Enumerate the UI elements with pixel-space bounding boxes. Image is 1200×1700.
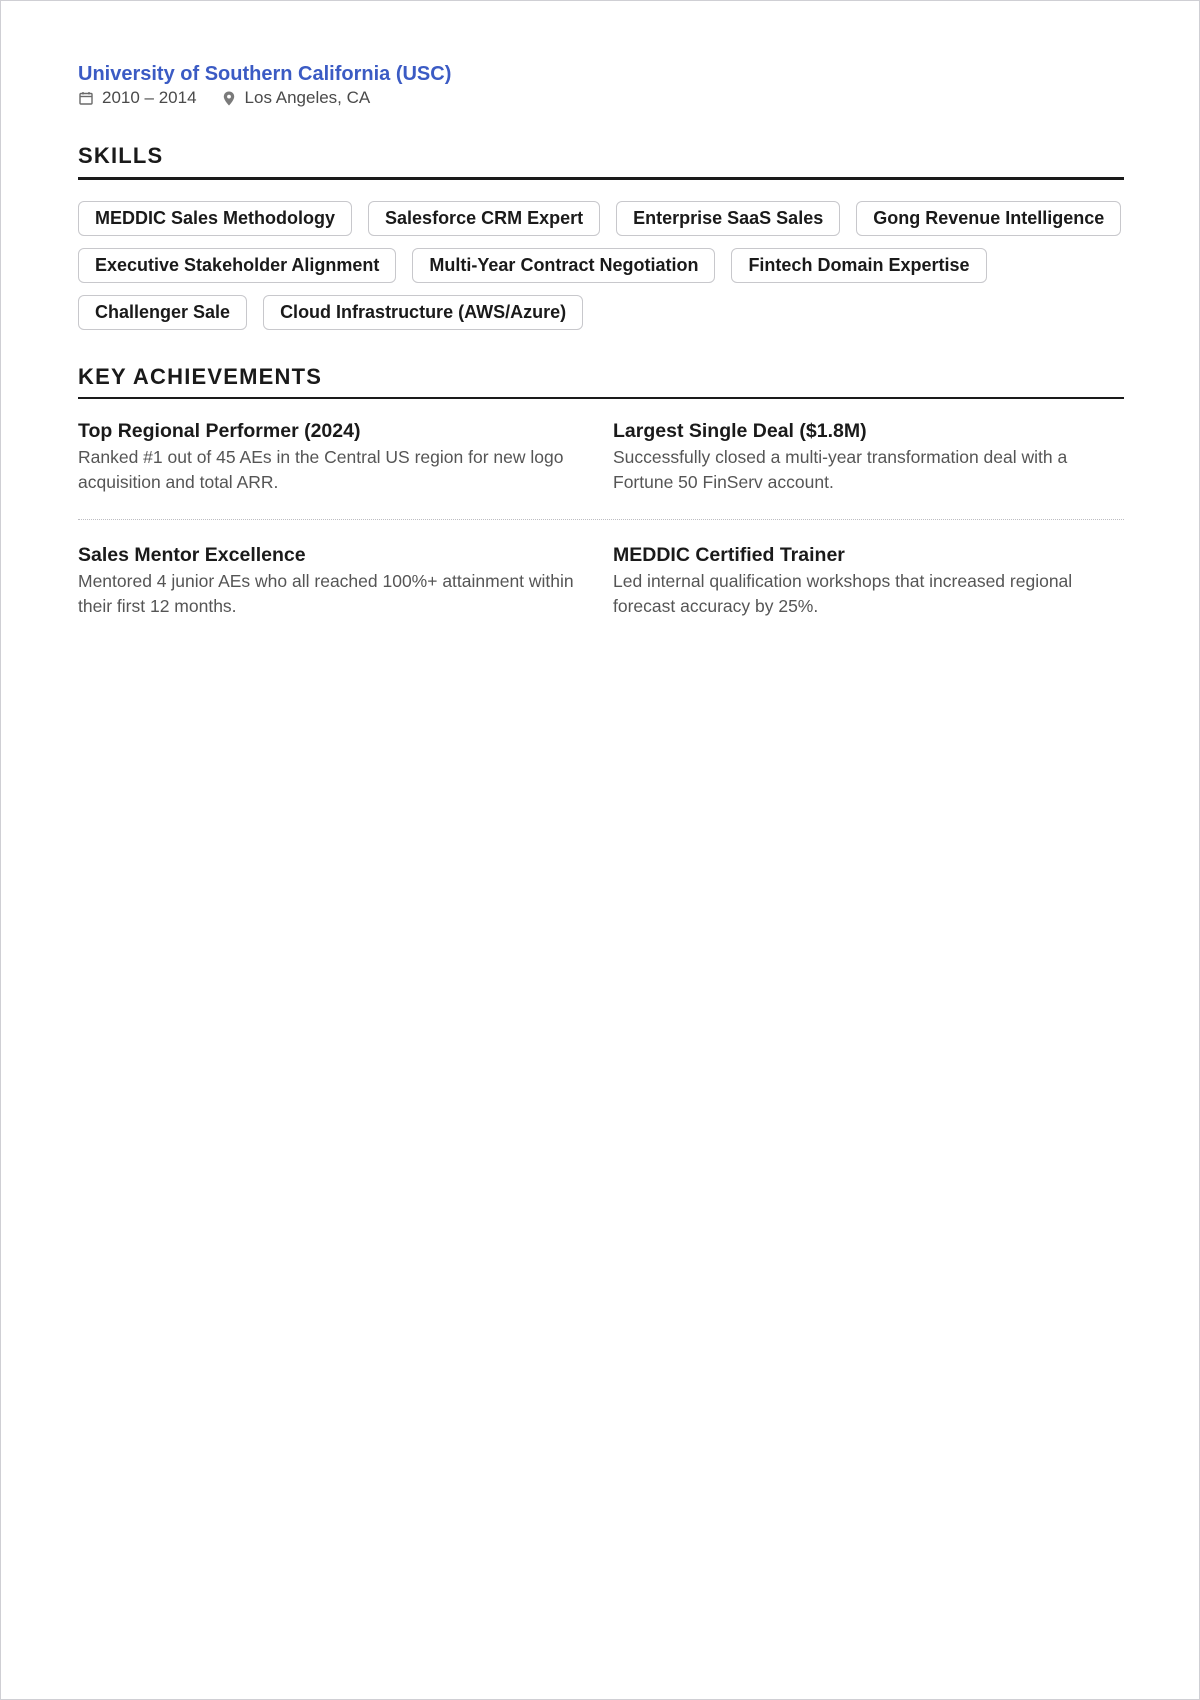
achievement-title: Sales Mentor Excellence (78, 544, 306, 566)
calendar-icon (78, 90, 94, 106)
achievements-row (78, 520, 1124, 619)
skill-chip: MEDDIC Sales Methodology (78, 201, 352, 236)
achievements-row (78, 419, 1124, 520)
achievement-description: Mentored 4 junior AEs who all reached 100%+ attainment within their first 12 months. (78, 571, 574, 616)
resume-content (78, 61, 1124, 619)
achievement-item (613, 419, 1124, 495)
achievement-description: Successfully closed a multi-year transformation deal with a Fortune 50 FinServ account. (613, 447, 1068, 492)
skills-heading: SKILLS (78, 143, 164, 168)
skill-chip: Gong Revenue Intelligence (856, 201, 1121, 236)
achievement-description: Led internal qualification workshops that increased regional forecast accuracy by 25%. (613, 571, 1073, 616)
skill-chip: Cloud Infrastructure (AWS/Azure) (263, 295, 583, 330)
achievements-heading: KEY ACHIEVEMENTS (78, 364, 323, 389)
achievement-title: Largest Single Deal ($1.8M) (613, 420, 867, 442)
education-entry (78, 61, 1124, 109)
achievement-item (613, 543, 1124, 619)
education-dates (78, 87, 197, 109)
achievements-grid (78, 419, 1124, 619)
school-name: University of Southern California (USC) (78, 63, 452, 85)
achievement-item (78, 419, 613, 495)
skill-chip: Fintech Domain Expertise (731, 248, 986, 283)
achievement-title: Top Regional Performer (2024) (78, 420, 361, 442)
education-location-text: Los Angeles, CA (244, 88, 371, 107)
achievement-title: MEDDIC Certified Trainer (613, 544, 845, 566)
education-meta (78, 87, 1124, 109)
skill-chip: Challenger Sale (78, 295, 247, 330)
skill-chip: Multi-Year Contract Negotiation (412, 248, 715, 283)
achievement-description: Ranked #1 out of 45 AEs in the Central US region for new logo acquisition and total ARR. (78, 447, 564, 492)
map-pin-icon (221, 90, 237, 106)
skill-chip: Salesforce CRM Expert (368, 201, 600, 236)
education-location (221, 87, 371, 109)
achievements-section (78, 363, 1124, 619)
education-dates-text: 2010 – 2014 (102, 88, 197, 107)
achievement-item (78, 543, 613, 619)
skills-divider (78, 177, 1124, 180)
skills-section (78, 142, 1124, 330)
skills-list (78, 201, 1124, 330)
skill-chip: Executive Stakeholder Alignment (78, 248, 396, 283)
achievements-divider (78, 397, 1124, 399)
skill-chip: Enterprise SaaS Sales (616, 201, 840, 236)
